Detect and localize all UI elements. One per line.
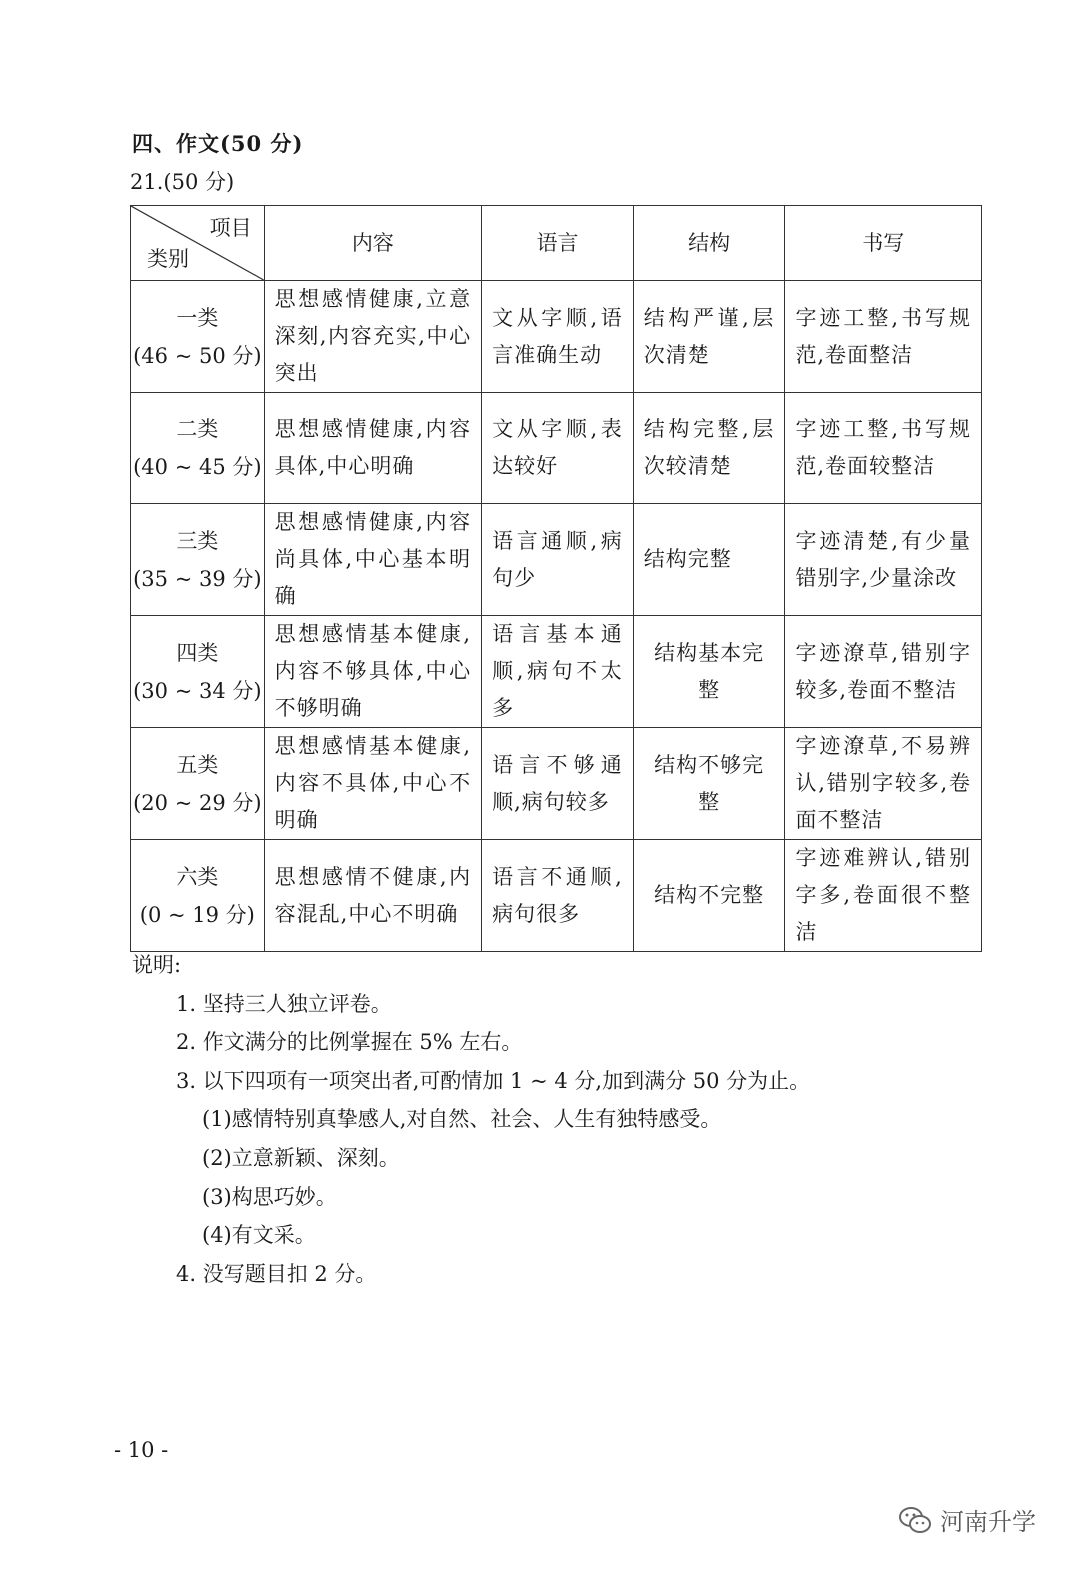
writing-cell: 字迹工整,书写规范,卷面较整洁 (785, 393, 982, 504)
table-row (131, 616, 982, 728)
structure-cell: 结构基本完整 (633, 616, 785, 728)
language-cell: 文从字顺,语言准确生动 (482, 281, 634, 393)
language-cell: 语言基本通顺,病句不太多 (482, 616, 634, 728)
structure-cell: 结构完整,层次较清楚 (633, 393, 785, 504)
note-item: 4. 没写题目扣 2 分。 (176, 1261, 377, 1286)
category-name: 四类 (176, 640, 219, 665)
table-row (131, 393, 982, 504)
note-sub-item: (2)立意新颖、深刻。 (202, 1145, 400, 1170)
writing-cell: 字迹潦草,不易辨认,错别字较多,卷面不整洁 (785, 728, 982, 840)
structure-cell: 结构完整 (633, 504, 785, 616)
table-row (131, 504, 982, 616)
table-row (131, 840, 982, 952)
column-header-writing: 书写 (785, 206, 982, 281)
category-cell (131, 393, 265, 504)
category-name: 一类 (176, 305, 219, 330)
table-header-row (131, 206, 982, 281)
structure-cell: 结构不够完整 (633, 728, 785, 840)
content-cell: 思想感情基本健康,内容不够具体,中心不够明确 (264, 616, 481, 728)
writing-cell: 字迹潦草,错别字较多,卷面不整洁 (785, 616, 982, 728)
content-cell: 思想感情基本健康,内容不具体,中心不明确 (264, 728, 481, 840)
writing-cell: 字迹工整,书写规范,卷面整洁 (785, 281, 982, 393)
writing-cell: 字迹难辨认,错别字多,卷面很不整洁 (785, 840, 982, 952)
note-sub-item: (3)构思巧妙。 (202, 1184, 337, 1209)
notes-section (132, 946, 810, 1293)
note-item: 1. 坚持三人独立评卷。 (176, 991, 392, 1016)
language-cell: 文从字顺,表达较好 (482, 393, 634, 504)
category-cell (131, 281, 265, 393)
language-cell: 语言不通顺,病句很多 (482, 840, 634, 952)
note-item: 2. 作文满分的比例掌握在 5% 左右。 (176, 1030, 523, 1055)
note-item: 3. 以下四项有一项突出者,可酌情加 1 ~ 4 分,加到满分 50 分为止。 (176, 1068, 811, 1093)
content-cell: 思想感情健康,内容具体,中心明确 (264, 393, 481, 504)
category-name: 三类 (176, 528, 219, 553)
corner-label-item: 项目 (209, 216, 252, 240)
content-cell: 思想感情不健康,内容混乱,中心不明确 (264, 840, 481, 952)
language-cell: 语言通顺,病句少 (482, 504, 634, 616)
section-title: 四、作文(50 分) (132, 131, 304, 156)
category-cell (131, 504, 265, 616)
note-sub-item: (1)感情特别真挚感人,对自然、社会、人生有独特感受。 (202, 1107, 722, 1132)
note-sub-item: (4)有文采。 (202, 1223, 316, 1248)
corner-header-cell (131, 206, 265, 281)
category-cell (131, 728, 265, 840)
category-score: (40 ~ 45 分) (133, 455, 262, 479)
structure-cell: 结构不完整 (633, 840, 785, 952)
watermark (898, 1502, 1036, 1537)
watermark-text: 河南升学 (940, 1508, 1036, 1536)
category-score: (35 ~ 39 分) (133, 566, 262, 591)
category-name: 二类 (176, 417, 219, 441)
column-header-language: 语言 (482, 206, 634, 281)
column-header-structure: 结构 (633, 206, 785, 281)
category-score: (46 ~ 50 分) (133, 343, 262, 368)
notes-heading: 说明: (132, 953, 182, 977)
corner-label-category: 类别 (147, 247, 189, 271)
question-number: 21.(50 分) (130, 170, 235, 194)
wechat-icon (898, 1505, 932, 1535)
category-name: 五类 (176, 752, 219, 777)
category-cell (131, 616, 265, 728)
category-cell (131, 840, 265, 952)
category-score: (30 ~ 34 分) (133, 678, 262, 703)
structure-cell: 结构严谨,层次清楚 (633, 281, 785, 393)
language-cell: 语言不够通顺,病句较多 (482, 728, 634, 840)
page-number: - 10 - (114, 1438, 169, 1462)
category-score: (0 ~ 19 分) (139, 902, 255, 927)
column-header-content: 内容 (264, 206, 481, 281)
writing-cell: 字迹清楚,有少量错别字,少量涂改 (785, 504, 982, 616)
table-row (131, 728, 982, 840)
scoring-rubric-table (130, 205, 982, 952)
table-row (131, 281, 982, 393)
content-cell: 思想感情健康,立意深刻,内容充实,中心突出 (264, 281, 481, 393)
category-name: 六类 (176, 864, 219, 889)
category-score: (20 ~ 29 分) (133, 790, 262, 815)
content-cell: 思想感情健康,内容尚具体,中心基本明确 (264, 504, 481, 616)
